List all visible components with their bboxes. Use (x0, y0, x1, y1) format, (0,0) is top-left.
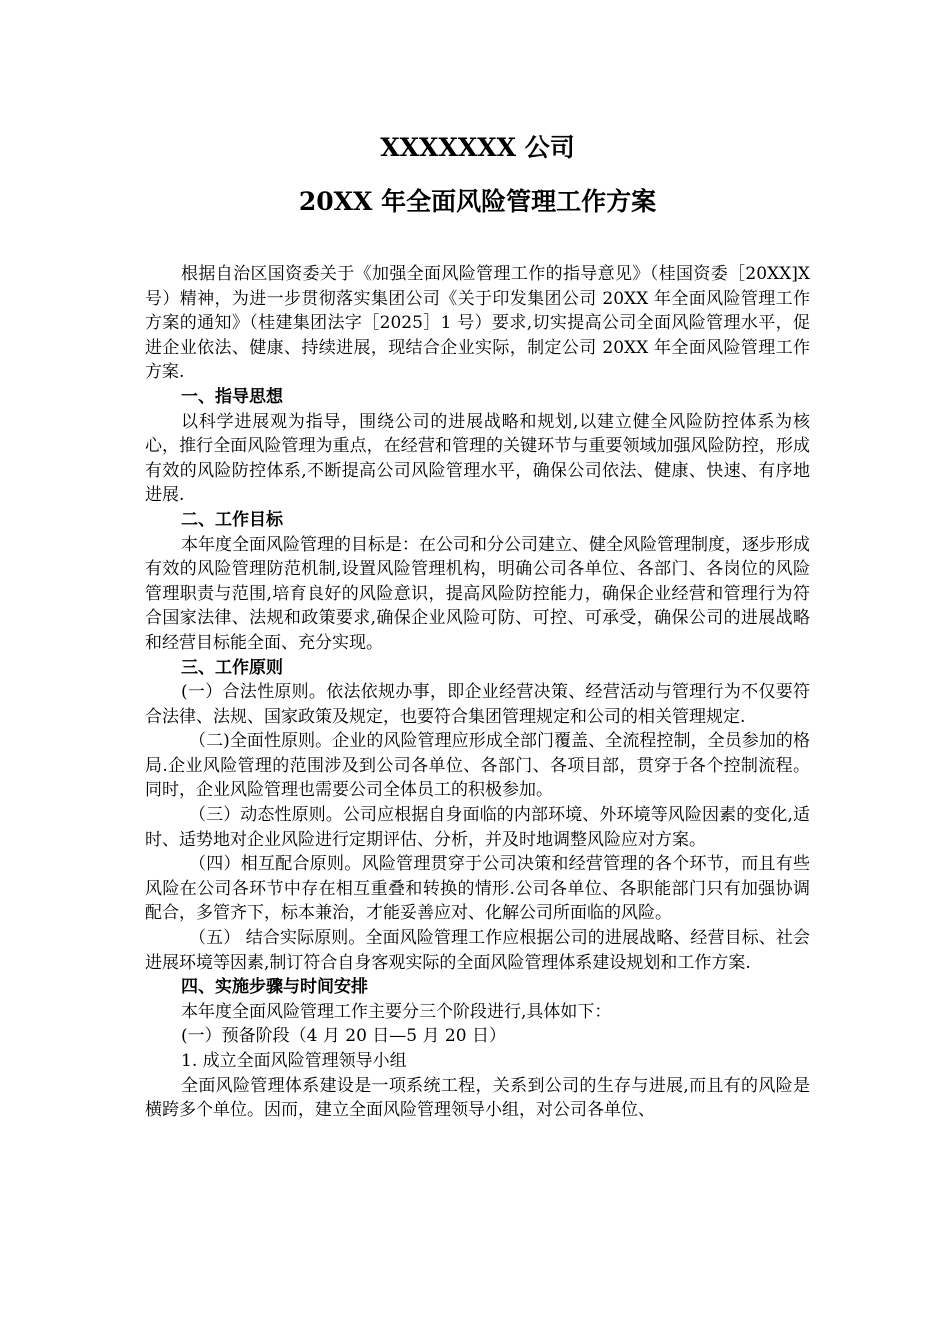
document-body (145, 262, 810, 1123)
principle-dynamic-paragraph: （三）动态性原则。公司应根据自身面临的内部环境、外环境等风险因素的变化,适时、适势地对企业风险进行定期评估、分析，并及时地调整风险应对方案。 (145, 805, 810, 850)
section-heading-guiding-ideology: 一、指导思想 (181, 386, 283, 407)
leadership-group-paragraph: 全面风险管理体系建设是一项系统工程，关系到公司的生存与进展,而且有的风险是横跨多个单位。因而，建立全面风险管理领导小组，对公司各单位、 (145, 1075, 810, 1121)
section-heading-work-goals: 二、工作目标 (181, 509, 283, 530)
principle-coordination-paragraph: （四）相互配合原则。风险管理贯穿于公司决策和经营管理的各个环节，而且有些风险在公司各环节中存在相互重叠和转换的情形.公司各单位、各职能部门只有加强协调配合，多管齐下，标本兼治，才能妥善应对、化解公司所面临的风险。 (145, 854, 810, 924)
principle-legality-paragraph: (一）合法性原则。依法依规办事，即企业经营决策、经营活动与管理行为不仅要符合法律、法规、国家政策及规定，也要符合集团管理规定和公司的相关管理规定. (145, 682, 810, 727)
preparation-stage-line: (一）预备阶段（4 月 20 日—5 月 20 日） (181, 1026, 506, 1047)
document-title-plan: 20XX 年全面风险管理工作方案 (298, 187, 657, 216)
principle-practicality-paragraph: （五） 结合实际原则。全面风险管理工作应根据公司的进展战略、经营目标、社会进展环境等因素,制订符合自身客观实际的全面风险管理体系建设规划和工作方案. (145, 928, 810, 973)
work-goals-paragraph: 本年度全面风险管理的目标是：在公司和分公司建立、健全风险管理制度，逐步形成有效的风险管理防范机制,设置风险管理机构，明确公司各单位、各部门、各岗位的风险管理职责与范围,培育良好的风险意识，提高风险防控能力，确保企业经营和管理行为符合国家法律、法规和政策要求,确保企业风险可防、可控、可承受，确保公司的进展战略和经营目标能全面、充分实现。 (145, 534, 810, 653)
step-one-line: 1. 成立全面风险管理领导小组 (181, 1051, 407, 1071)
implementation-intro-paragraph: 本年度全面风险管理工作主要分三个阶段进行,具体如下： (181, 1001, 612, 1022)
guiding-ideology-paragraph: 以科学进展观为指导，围绕公司的进展战略和规划,以建立健全风险防控体系为核心，推行全面风险管理为重点，在经营和管理的关键环节与重要领域加强风险防控，形成有效的风险防控体系,不断提高公司风险管理水平，确保公司依法、健康、快速、有序地进展. (145, 411, 810, 506)
document-page (145, 130, 810, 1123)
section-heading-implementation-steps: 四、实施步骤与时间安排 (181, 977, 368, 998)
principle-comprehensiveness-paragraph: （二)全面性原则。企业的风险管理应形成全部门覆盖、全流程控制，全员参加的格局.企业风险管理的范围涉及到公司各单位、各部门、各项目部，贯穿于各个控制流程。同时，企业风险管理也需要公司全体员工的积极参加。 (145, 731, 810, 801)
document-title-company: XXXXXXX 公司 (380, 133, 575, 162)
section-heading-work-principles: 三、工作原则 (181, 657, 283, 678)
intro-paragraph: 根据自治区国资委关于《加强全面风险管理工作的指导意见》（桂国资委［20XX]X 号）精神，为进一步贯彻落实集团公司《关于印发集团公司 20XX 年全面风险管理工作方案的通知》（桂建集团法字［2025］1 号）要求,切实提高公司全面风险管理水平，促进企业依法、健康、持续进展，现结合企业实际，制定公司 20XX 年全面风险管理工作方案. (145, 264, 810, 383)
